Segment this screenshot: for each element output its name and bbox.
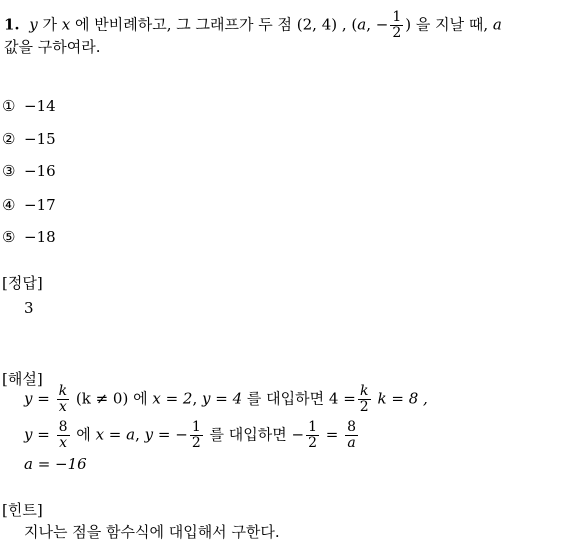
explanation-line-1: y = $\frac{k}{x}$ (k ≠ 0) 에 x = 2, y = 4 를 대입하면 4 = $\frac{k}{2}$ k = 8 , [24, 383, 428, 415]
choice-5[interactable] [2, 228, 56, 246]
choice-4[interactable] [2, 196, 56, 214]
hint-text: 지나는 점을 함수식에 대입해서 구한다. [24, 523, 280, 541]
choice-2[interactable] [2, 130, 56, 148]
choice-value: −14 [24, 97, 56, 115]
choice-marker: ⑤ [2, 228, 16, 246]
choice-marker: ② [2, 130, 16, 148]
choice-value: −15 [24, 130, 56, 148]
question-line-1: 1. y 가 x 에 반비례하고, 그 그래프가 두 점 (2, 4) , (a, − $\frac{1}{2}$ ) 을 지날 때, a [4, 9, 502, 41]
answer-header: [정답] [2, 274, 43, 292]
question-line-2: 값을 구하여라. [4, 38, 101, 56]
choice-value: −18 [24, 228, 56, 246]
choice-value: −17 [24, 196, 56, 214]
fraction-one-half: $\frac{1}{2}$ [392, 9, 402, 41]
question-number: 1. [4, 15, 20, 34]
choice-marker: ④ [2, 196, 16, 214]
choice-marker: ① [2, 97, 16, 115]
choice-1[interactable] [2, 97, 56, 115]
answer-value: 3 [24, 299, 34, 317]
explanation-line-3: a = −16 [24, 455, 87, 473]
choice-marker: ③ [2, 162, 16, 180]
choice-value: −16 [24, 162, 56, 180]
explanation-line-2: y = $\frac{8}{x}$ 에 x = a, y = − $\frac{1}{2}$ 를 대입하면 − $\frac{1}{2}$ = $\frac{8}{a}$ [24, 419, 357, 451]
explanation-header: [해설] [2, 370, 43, 388]
hint-header: [힌트] [2, 501, 43, 519]
choice-3[interactable] [2, 162, 56, 180]
